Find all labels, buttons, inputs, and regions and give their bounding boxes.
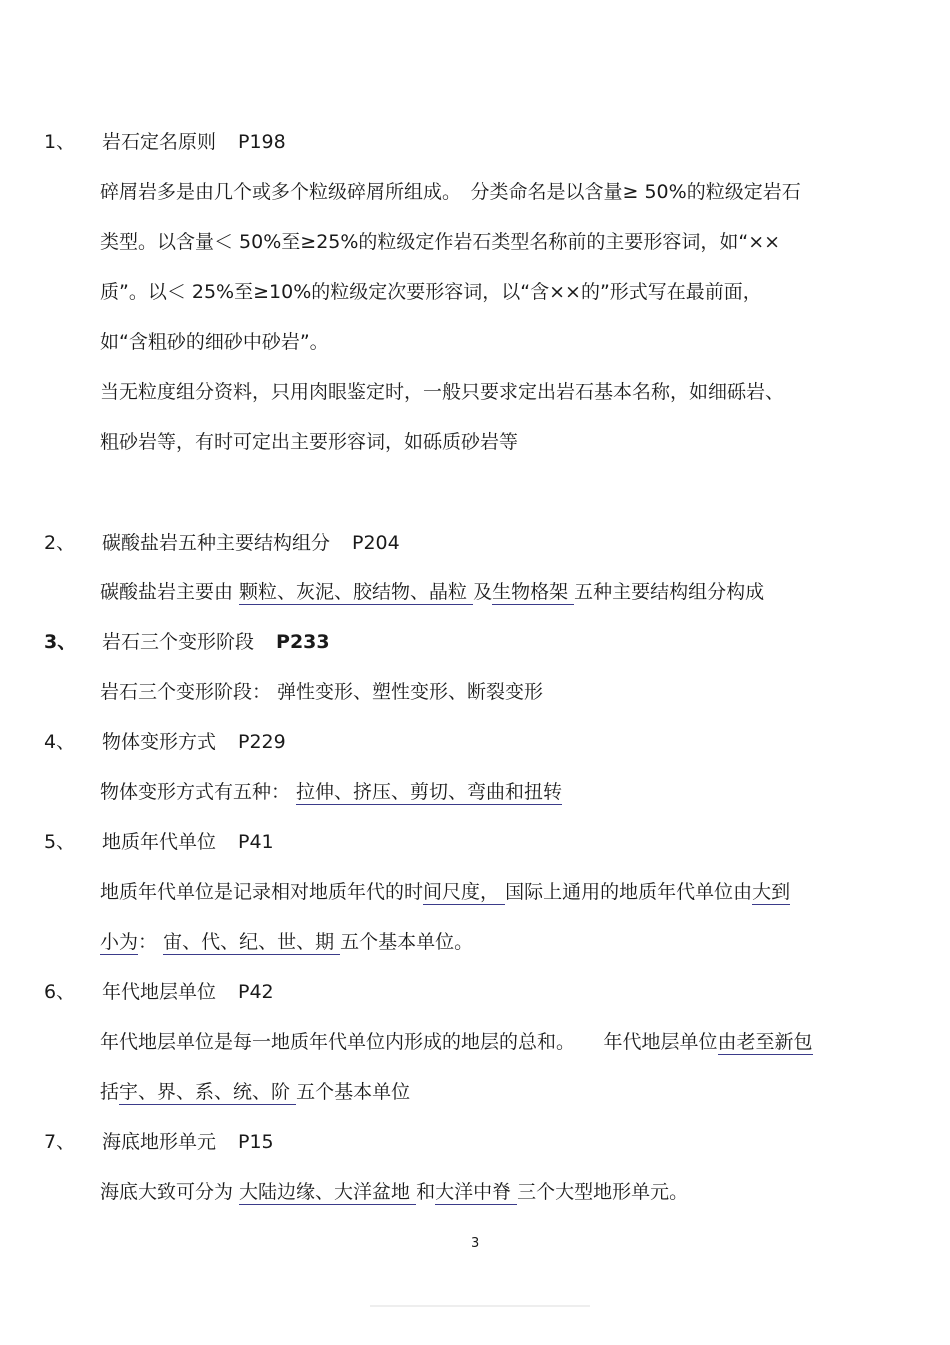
section-6-text-c: 五个基本单位: [296, 1081, 411, 1103]
section-4-heading: [102, 730, 286, 754]
section-2-text-c: 五种主要结构组分构成: [574, 581, 765, 603]
section-7-text-b: 和: [416, 1181, 436, 1203]
section-1-line-1: 碎屑岩多是由几个或多个粒级碎屑所组成。 分类命名是以含量≥ 50%的粒级定岩石: [100, 181, 801, 203]
section-4-line-1: [100, 780, 562, 804]
section-2-line-1: [100, 580, 764, 604]
section-5-title: 地质年代单位: [102, 831, 217, 853]
section-4-number: 4、: [44, 731, 76, 753]
section-7-number: 7、: [44, 1131, 76, 1153]
section-6-underlined-2: 宇、界、系、统、阶: [119, 1081, 297, 1103]
section-5-text-d: 五个基本单位。: [340, 931, 474, 953]
section-5-text-c: ：: [138, 931, 164, 953]
section-5-text-a: 地质年代单位是记录相对地质年代的时: [100, 881, 424, 903]
section-2-text-b: 及: [473, 581, 493, 603]
section-7-underlined-1: 大陆边缘、大洋盆地: [239, 1181, 417, 1203]
section-3-ref: P233: [276, 631, 330, 653]
section-6-title: 年代地层单位: [102, 981, 217, 1003]
section-1-line-2: 类型。以含量＜ 50%至≥25%的粒级定作岩石类型名称前的主要形容词，如“××: [100, 231, 781, 253]
section-6-number: 6、: [44, 981, 76, 1003]
section-5-underlined-2: 大到: [752, 881, 791, 903]
footer-artifact: [370, 1305, 590, 1307]
section-6-underlined-1: 由老至新包: [717, 1031, 813, 1053]
section-4-ref: P229: [238, 731, 286, 753]
section-7-heading: [102, 1130, 274, 1154]
section-7-text-c: 三个大型地形单元。: [517, 1181, 689, 1203]
section-5-underlined-3: 小为: [100, 931, 139, 953]
section-3-number: 3、: [44, 631, 77, 653]
section-1-line-5: 当无粒度组分资料，只用肉眼鉴定时，一般只要求定出岩石基本名称，如细砾岩、: [100, 381, 785, 403]
section-2-text-a: 碳酸盐岩主要由: [100, 581, 240, 603]
section-7-title: 海底地形单元: [102, 1131, 217, 1153]
section-6-ref: P42: [238, 981, 274, 1003]
section-2-underlined-2: 生物格架: [492, 581, 575, 603]
section-6-text-a: 年代地层单位是每一地质年代单位内形成的地层的总和。 年代地层单位: [100, 1031, 718, 1053]
section-6-line-1: [100, 1030, 813, 1054]
section-7-underlined-2: 大洋中脊: [435, 1181, 518, 1203]
section-7-ref: P15: [238, 1131, 274, 1153]
section-5-line-2: [100, 930, 473, 954]
section-4-text-a: 物体变形方式有五种：: [100, 781, 297, 803]
section-6-text-b: 括: [100, 1081, 120, 1103]
section-1-heading: [102, 130, 286, 154]
section-1-line-6: 粗砂岩等，有时可定出主要形容词，如砾质砂岩等: [100, 431, 519, 453]
section-7-line-1: [100, 1180, 688, 1204]
page-number: 3: [471, 1236, 480, 1251]
section-1-number: 1、: [44, 131, 76, 153]
section-2-number: 2、: [44, 532, 76, 554]
section-2-heading: [102, 531, 400, 555]
section-3-line-1: 岩石三个变形阶段： 弹性变形、塑性变形、断裂变形: [100, 681, 544, 703]
section-2-title: 碳酸盐岩五种主要结构组分: [102, 532, 331, 554]
section-1-line-3: 质”。以＜ 25%至≥10%的粒级定次要形容词，以“含××的”形式写在最前面，: [100, 281, 762, 303]
section-3-title: 岩石三个变形阶段: [102, 631, 255, 653]
section-2-underlined-1: 颗粒、灰泥、胶结物、晶粒: [239, 581, 474, 603]
section-5-heading: [102, 830, 274, 854]
section-4-underlined-1: 拉伸、挤压、剪切、弯曲和扭转: [296, 781, 563, 803]
section-6-heading: [102, 980, 274, 1004]
section-3-heading: [102, 630, 330, 654]
section-4-title: 物体变形方式: [102, 731, 217, 753]
section-5-ref: P41: [238, 831, 274, 853]
section-5-underlined-1: 间尺度，: [423, 881, 506, 903]
section-5-line-1: [100, 880, 790, 904]
section-5-underlined-4: 宙、代、纪、世、期: [163, 931, 341, 953]
section-1-title: 岩石定名原则: [102, 131, 217, 153]
section-5-number: 5、: [44, 831, 76, 853]
section-6-line-2: [100, 1080, 410, 1104]
section-5-text-b: 国际上通用的地质年代单位由: [505, 881, 753, 903]
section-7-text-a: 海底大致可分为: [100, 1181, 240, 1203]
section-1-line-4: 如“含粗砂的细砂中砂岩”。: [100, 331, 329, 353]
section-2-ref: P204: [352, 532, 400, 554]
section-1-ref: P198: [238, 131, 286, 153]
